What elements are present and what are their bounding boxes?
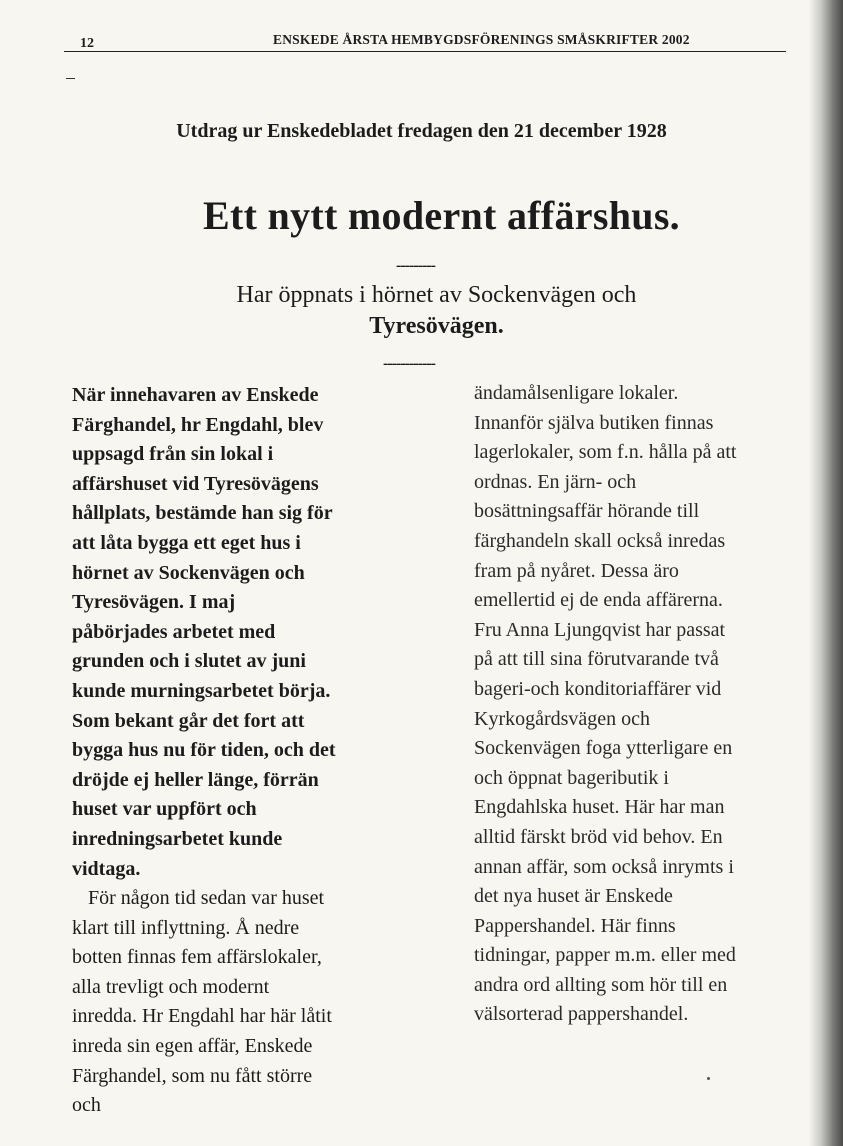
header-rule (64, 51, 786, 52)
text-line: fram på nyåret. Dessa äro (474, 559, 679, 582)
text-line: vidtaga. (72, 857, 141, 880)
text-line: kunde murningsarbetet börja. (72, 679, 331, 702)
running-title: ENSKEDE ÅRSTA HEMBYGDSFÖRENINGS SMÅSKRIFTER 2002 (273, 32, 690, 47)
text-line: alltid färskt bröd vid behov. En (474, 825, 723, 848)
text-line: Som bekant går det fort att (72, 709, 305, 732)
text-line: bageri-och konditoriaffärer vid (474, 677, 722, 700)
text-line: annan affär, som också inrymts i (474, 855, 734, 878)
text-line: tidningar, papper m.m. eller med (474, 944, 736, 967)
scan-speck (707, 1077, 710, 1080)
text-line: bygga hus nu för tiden, och det (72, 739, 336, 762)
text-line: Tyresövägen. I maj (72, 591, 236, 614)
text-line: botten finnas fem affärslokaler, (72, 946, 322, 969)
text-line: inredda. Hr Engdahl har här låtit (72, 1005, 332, 1028)
text-line: andra ord allting som hör till en (474, 973, 728, 996)
text-line: bosättningsaffär hörande till (474, 500, 700, 523)
text-line: dröjde ej heller länge, förrän (72, 768, 319, 791)
text-line: klart till inflyttning. Å nedre (72, 916, 300, 939)
text-line: För någon tid sedan var huset (88, 887, 325, 910)
text-line: lagerlokaler, som f.n. hålla på att (474, 441, 737, 464)
text-line: hållplats, bestämde han sig för (72, 502, 333, 525)
scan-shadow-edge (809, 0, 843, 1146)
text-line: Färghandel, som nu fått större (72, 1064, 313, 1087)
text-line: hörnet av Sockenvägen och (72, 561, 305, 584)
text-line: välsorterad pappershandel. (474, 1003, 689, 1026)
page-number: 12 (80, 36, 94, 51)
text-line: affärshuset vid Tyresövägens (72, 472, 319, 495)
text-line: det nya huset är Enskede (474, 885, 673, 908)
text-line: Fru Anna Ljungqvist har passat (474, 618, 726, 641)
text-line: Kyrkogårdsvägen och (474, 707, 651, 730)
text-line: och öppnat bageributik i (474, 766, 669, 789)
text-line: Pappershandel. Här finns (474, 914, 676, 937)
headline: Ett nytt modernt affärshus. (203, 193, 680, 238)
body-paragraph (72, 884, 412, 1121)
text-line: ordnas. En järn- och (474, 470, 637, 493)
text-line: Engdahlska huset. Här har man (474, 796, 725, 819)
subheadline (0, 280, 843, 342)
text-line: och (72, 1094, 101, 1117)
text-line: färghandeln skall också inredas (474, 529, 726, 552)
separator-dashes: ------------ (383, 355, 435, 372)
subhead-line-2: Tyresövägen. (369, 313, 504, 339)
source-line: Utdrag ur Enskedebladet fredagen den 21 december 1928 (176, 120, 667, 142)
text-line: på att till sina förutvarande två (474, 648, 719, 671)
text-line: Färghandel, hr Engdahl, blev (72, 413, 324, 436)
text-line: huset var uppfört och (72, 798, 257, 821)
text-line: påbörjades arbetet med (72, 620, 276, 643)
text-line: Sockenvägen foga ytterligare en (474, 737, 733, 760)
text-line: inreda sin egen affär, Enskede (72, 1035, 313, 1058)
text-line: inredningsarbetet kunde (72, 827, 283, 850)
text-line: uppsagd från sin lokal i (72, 443, 274, 466)
text-line: ändamålsenligare lokaler. (474, 382, 679, 404)
lead-paragraph (72, 381, 412, 884)
text-line: emellertid ej de enda affärerna. (474, 589, 723, 612)
left-column (72, 381, 412, 1121)
text-line: att låta bygga ett eget hus i (72, 531, 301, 554)
text-line: Innanför själva butiken finnas (474, 411, 714, 434)
subhead-line-1: Har öppnats i hörnet av Sockenvägen och (236, 282, 637, 308)
margin-tick (66, 78, 75, 79)
separator-dashes: --------- (396, 257, 435, 274)
text-line: När innehavaren av Enskede (72, 384, 319, 406)
text-line: alla trevligt och modernt (72, 975, 270, 998)
text-line: grunden och i slutet av juni (72, 650, 306, 673)
right-column (474, 379, 814, 1030)
